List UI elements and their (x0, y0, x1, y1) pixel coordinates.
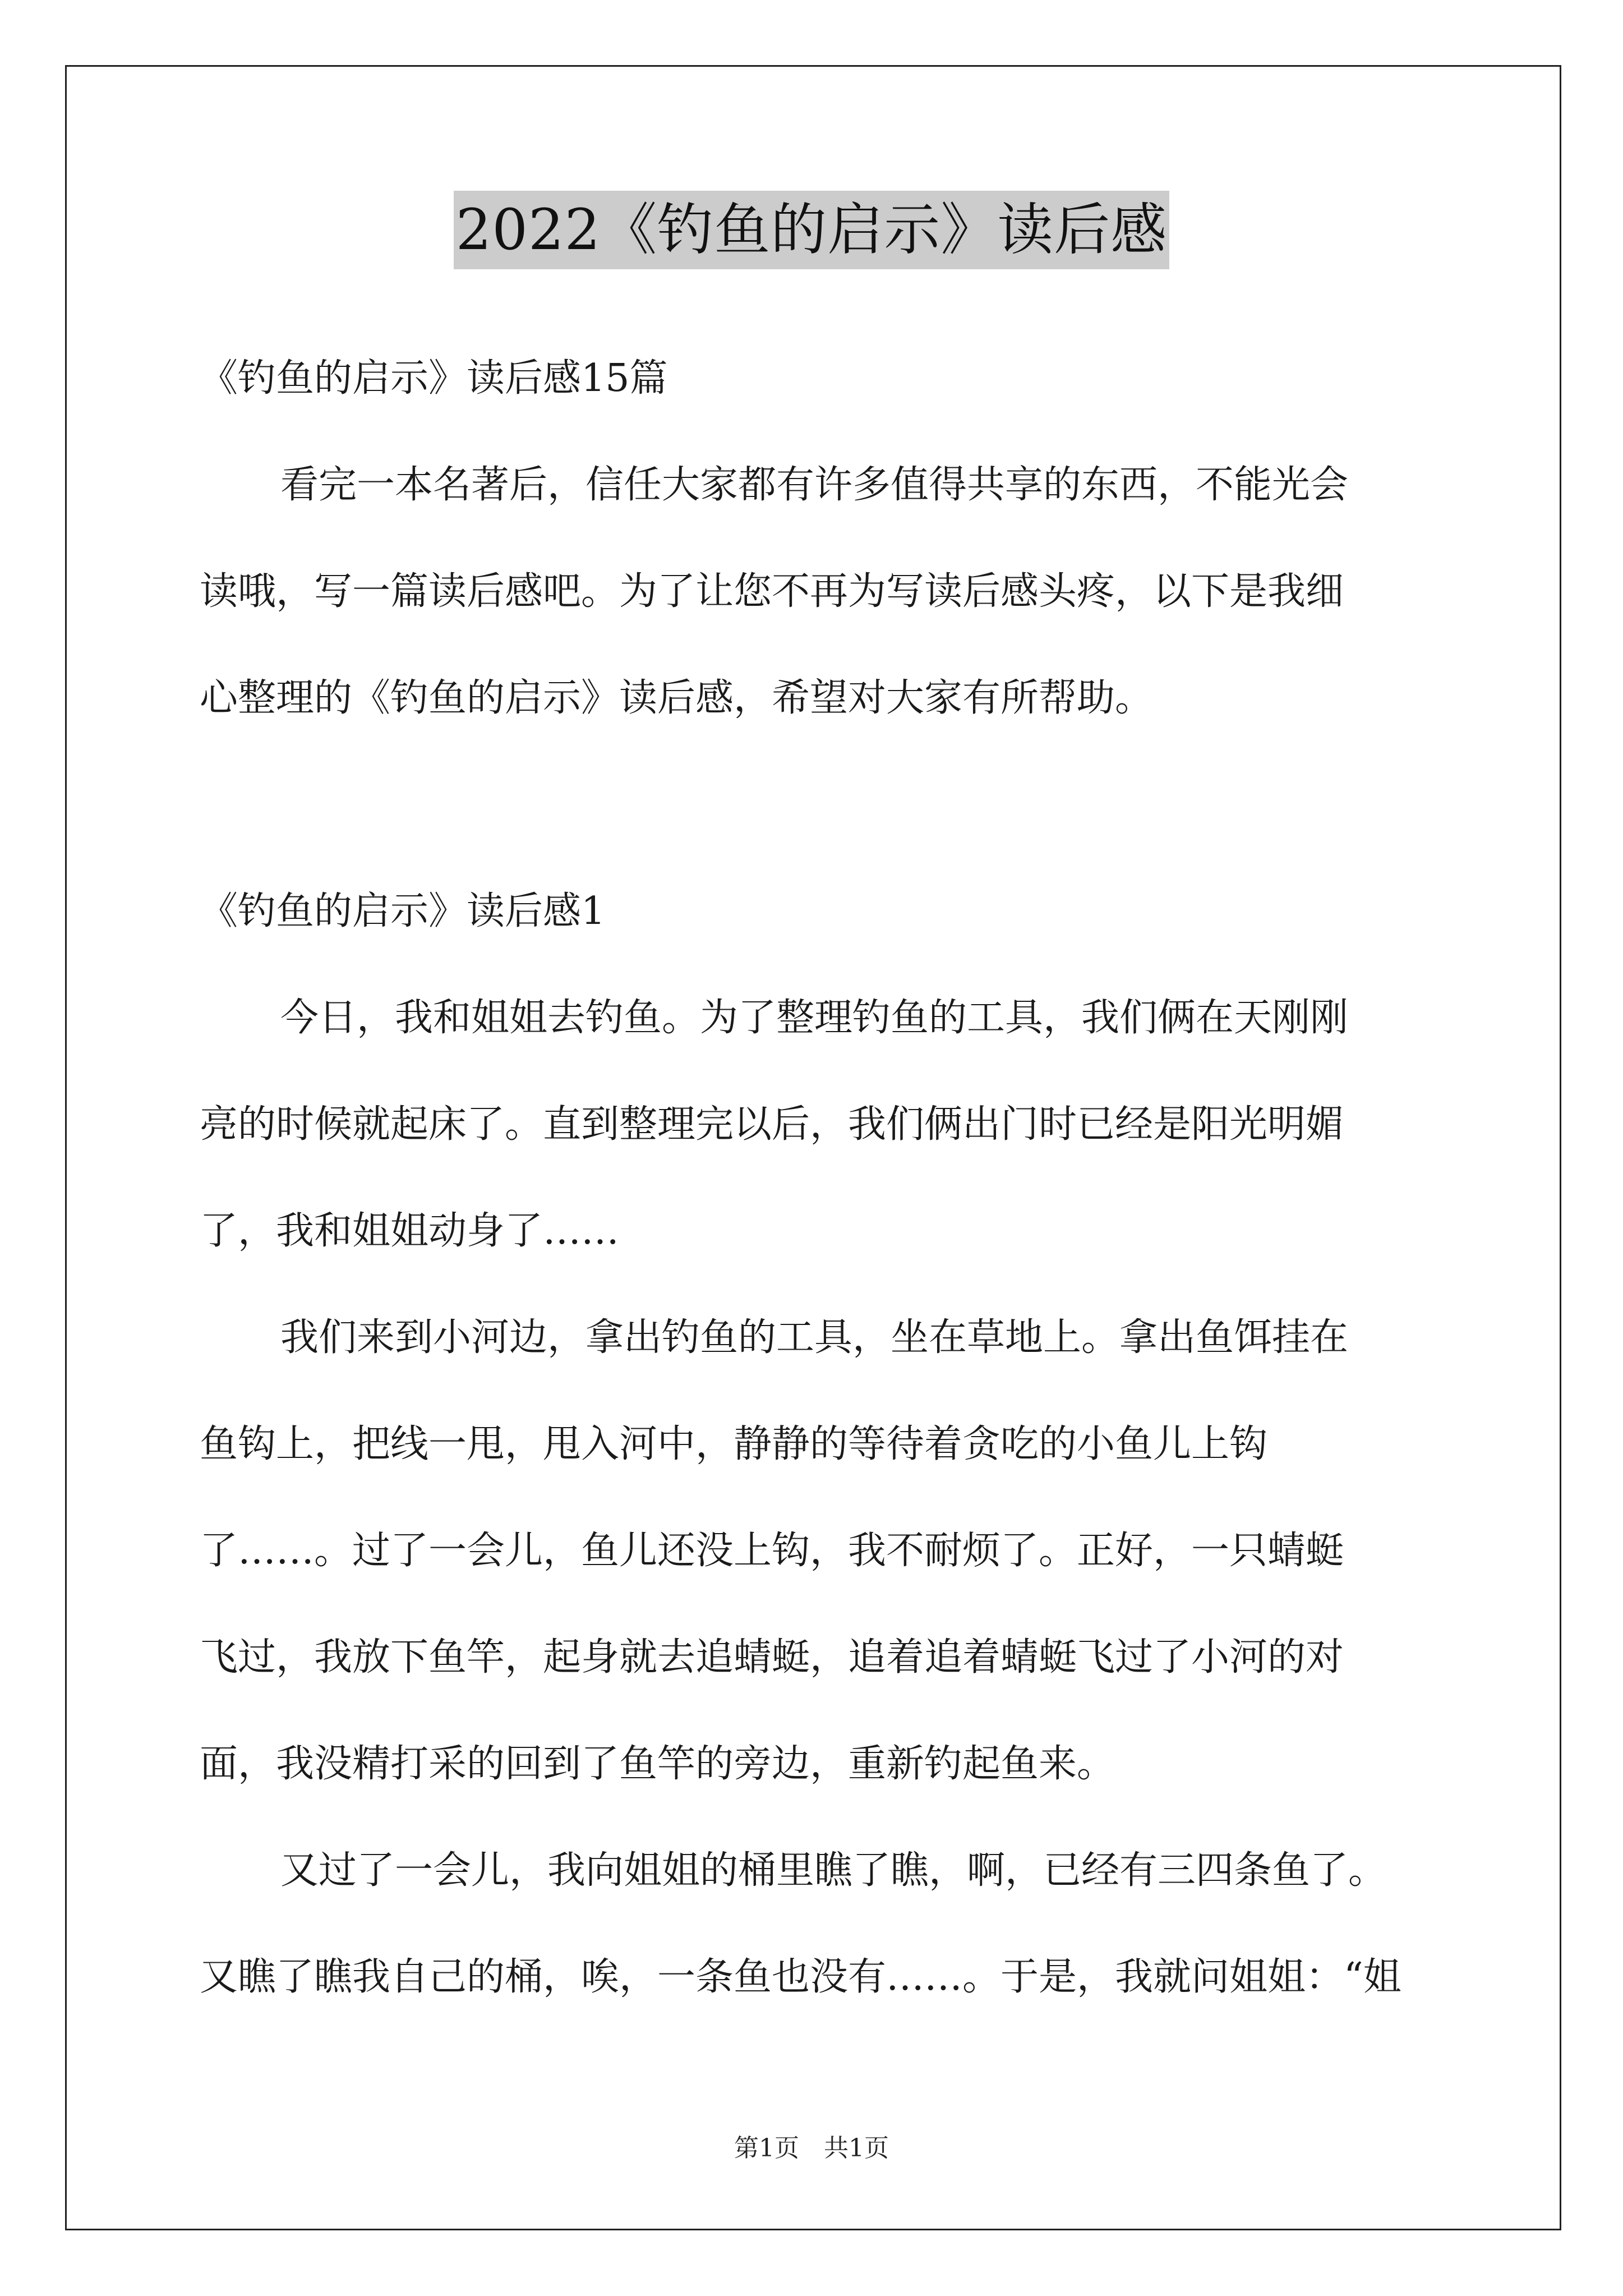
intro-line: 读哦，写一篇读后感吧。为了让您不再为写读后感头疼，以下是我细 (200, 569, 1344, 614)
paragraph-line: 飞过，我放下鱼竿，起身就去追蜻蜓，追着追着蜻蜓飞过了小河的对 (200, 1635, 1344, 1680)
intro-line: 看完一本名著后，信任大家都有许多值得共享的东西，不能光会 (280, 463, 1349, 507)
page-total: 共1页 (824, 2134, 889, 2162)
paragraph-line: 我们来到小河边，拿出钓鱼的工具，坐在草地上。拿出鱼饵挂在 (280, 1315, 1349, 1360)
document-subtitle: 《钓鱼的启示》读后感15篇 (200, 356, 668, 401)
section-heading: 《钓鱼的启示》读后感1 (200, 889, 606, 933)
paragraph-line: 今日，我和姐姐去钓鱼。为了整理钓鱼的工具，我们俩在天刚刚 (280, 996, 1349, 1040)
paragraph-line: 面，我没精打采的回到了鱼竿的旁边，重新钓起鱼来。 (200, 1742, 1115, 1786)
paragraph-line: 了，我和姐姐动身了…… (200, 1209, 620, 1253)
document-title: 2022《钓鱼的启示》读后感 (454, 191, 1170, 269)
paragraph-line: 了……。过了一会儿，鱼儿还没上钩，我不耐烦了。正好，一只蜻蜓 (200, 1529, 1344, 1573)
page-footer (0, 2132, 1623, 2165)
intro-line: 心整理的《钓鱼的启示》读后感，希望对大家有所帮助。 (200, 676, 1154, 720)
paragraph-line: 鱼钩上，把线一甩，甩入河中，静静的等待着贪吃的小鱼儿上钩 (200, 1422, 1268, 1466)
paragraph-line: 又瞧了瞧我自己的桶，唉，一条鱼也没有……。于是，我就问姐姐：“姐 (200, 1955, 1401, 1999)
paragraph-line: 又过了一会儿，我向姐姐的桶里瞧了瞧，啊，已经有三四条鱼了。 (280, 1848, 1387, 1893)
page-number: 第1页 (734, 2134, 799, 2162)
title-container (0, 191, 1623, 269)
paragraph-line: 亮的时候就起床了。直到整理完以后，我们俩出门时已经是阳光明媚 (200, 1102, 1344, 1147)
